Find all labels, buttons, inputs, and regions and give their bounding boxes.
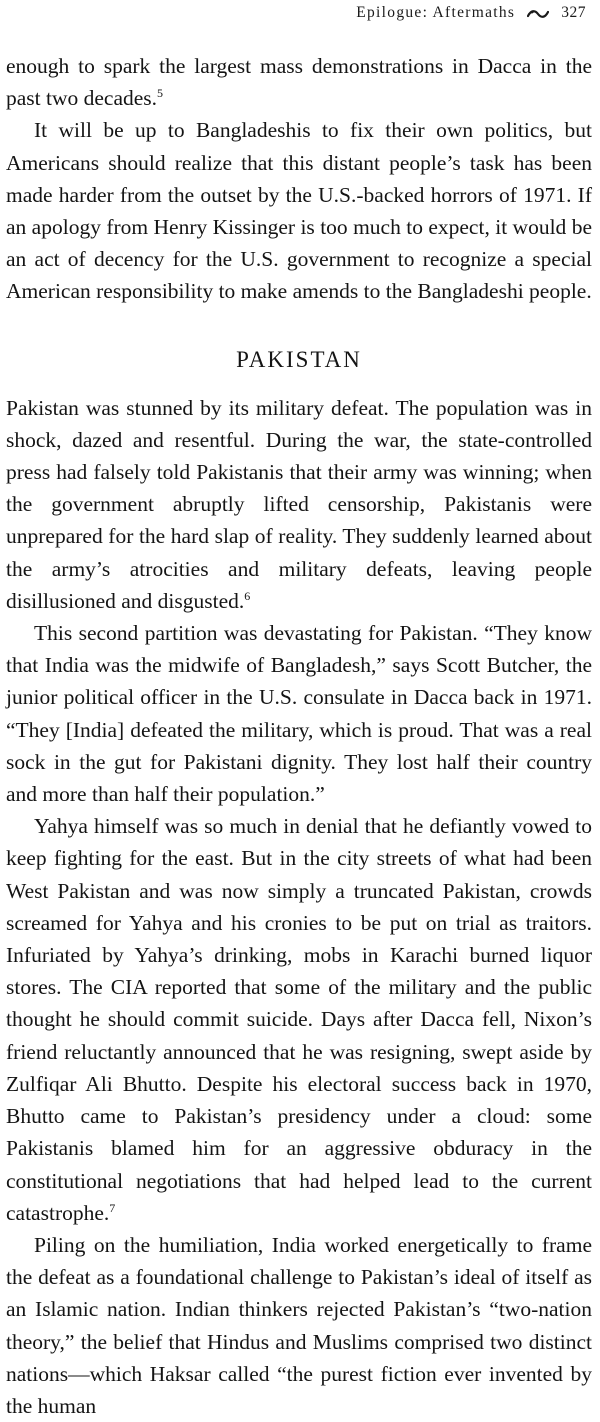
paragraph-text: It will be up to Bangladeshis to fix their own politics, but Americans should realize that this distant people’s task has been made harder from the outset by the U.S.-backed horrors of 1971. If an apology from Henry Kissinger is too much to expect, it would be an act of decency for the U.S. government to recognize a special American responsibility to make amends to the Bangladeshi people. [6,118,592,304]
tilde-swash-ornament-icon [527,7,549,19]
footnote-marker: 7 [109,1200,116,1215]
paragraph-text: Pakistan was stunned by its military defeat. The population was in shock, dazed and resentful. During the war, the state-controlled press had falsely told Pakistanis that their army was winning; when the government abruptly lifted censorship, Pakistanis were unprepared for the hard slap of reality. They suddenly learned about the army’s atrocities and military defeats, leaving people disillusioned and disgusted. [6,395,592,613]
section-heading: PAKISTAN [236,346,362,372]
page-number: 327 [561,4,586,21]
paragraph-text: Yahya himself was so much in denial that he defiantly vowed to keep fighting for the east. But in the city streets of what had been West Pakistan and was now simply a truncated Pakistan, crowds screamed for Yahya and his cronies to be put on trial as traitors. Infuriated by Yahya’s drinking, mobs in Karachi burned liquor stores. The CIA reported that some of the military and the public thought he should commit suicide. Days after Dacca fell, Nixon’s friend reluctantly announced that he was resigning, swept aside by Zulfiqar Ali Bhutto. Despite his electoral success back in 1970, Bhutto came to Pakistan’s presidency under a cloud: some Pakistanis blamed him for an aggressive obduracy in the constitutional negotiations that had helped lead to the current catastrophe. [6,814,592,1225]
footnote-marker: 5 [157,86,164,101]
paragraph [6,392,592,617]
paragraph [6,1229,592,1422]
paragraph [6,617,592,810]
paragraph [6,810,592,1229]
running-header [356,4,586,22]
paragraph-text: enough to spark the largest mass demonstrations in Dacca in the past two decades. [6,54,592,111]
footnote-marker: 6 [244,588,251,603]
paragraph-continued [6,50,592,114]
paragraph-text: Piling on the humiliation, India worked energetically to frame the defeat as a foundational challenge to Pakistan’s ideal of itself as an Islamic nation. Indian thinkers rejected Pakistan’s “two-nation theory,” the belief that Hindus and Muslims comprised two distinct nations—which Haksar called “the purest fiction ever invented by the human [6,1232,592,1418]
body-text [6,50,592,1422]
paragraph [6,114,592,307]
running-title: Epilogue: Aftermaths [356,4,516,21]
paragraph-text: This second partition was devastating for Pakistan. “They know that India was the midwife of Bangladesh,” says Scott Butcher, the junior political officer in the U.S. consulate in Dacca back in 1971. “They [India] defeated the military, which is proud. That was a real sock in the gut for Pakistani dignity. They lost half their country and more than half their population.” [6,621,592,807]
